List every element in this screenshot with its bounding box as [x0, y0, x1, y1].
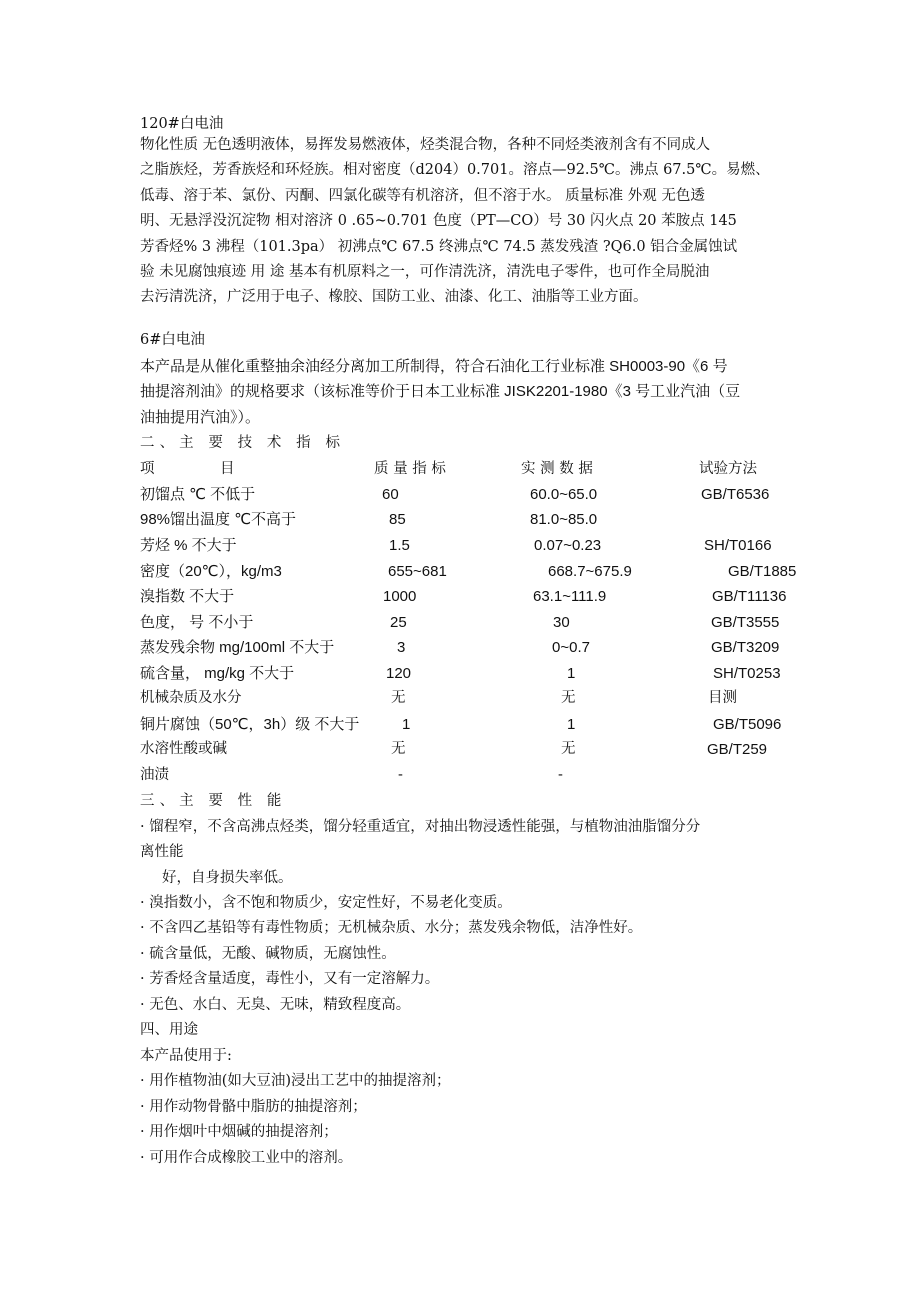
table-cell-item: 硫含量， mg/kg 不大于	[140, 665, 295, 682]
table-header-method: 试验方法	[699, 461, 757, 477]
usage-item: · 用作动物骨骼中脂肪的抽提溶剂；	[140, 1099, 367, 1115]
section1-line: 明、无悬浮没沉淀物 相对溶济 0 .65~0.701 色度（PT—CO）号 30 闪火点 20 苯胺点 145	[140, 213, 737, 230]
table-cell-method: GB/T11136	[712, 588, 787, 605]
table-cell-quality: -	[398, 767, 403, 783]
table-cell-item: 芳烃 % 不大于	[140, 537, 237, 554]
spec-heading: 二、主 要 技 术 指 标	[140, 435, 346, 451]
table-cell-measured: 0~0.7	[552, 639, 590, 656]
table-cell-item: 密度（20℃），kg/m3	[140, 563, 282, 580]
usage-heading: 四、用途	[140, 1022, 198, 1038]
table-cell-quality: 无	[391, 741, 406, 757]
table-cell-measured: 60.0~65.0	[530, 486, 598, 503]
section2-intro-line: 抽提溶剂油》的规格要求（该标准等价于日本工业标准 JISK2201-1980《3 号工业汽油（豆	[140, 383, 741, 400]
table-cell-item: 初馏点 ℃ 不低于	[140, 486, 256, 503]
section1-line: 物化性质 无色透明液体，易挥发易燃液体，烃类混合物，各种不同烃类液剂含有不同成人	[140, 137, 711, 153]
performance-item: · 不含四乙基铅等有毒性物质；无机械杂质、水分；蒸发残余物低，洁净性好。	[140, 920, 643, 936]
table-cell-method: SH/T0253	[713, 665, 781, 682]
table-cell-quality: 60	[382, 486, 399, 503]
performance-item: 好，自身损失率低。	[162, 870, 293, 886]
table-cell-method: GB/T1885	[728, 563, 797, 580]
table-cell-item: 98%馏出温度 ℃不高于	[140, 511, 297, 528]
table-cell-quality: 无	[391, 690, 406, 706]
usage-item: · 用作植物油(如大豆油)浸出工艺中的抽提溶剂；	[140, 1073, 451, 1089]
table-cell-method: GB/T259	[707, 741, 768, 758]
table-cell-measured: 0.07~0.23	[534, 537, 602, 554]
table-header-measured: 实 测 数 据	[521, 461, 593, 477]
section1-line: 芳香烃% 3 沸程（101.3pa） 初沸点℃ 67.5 终沸点℃ 74.5 蒸发残渣 ?Q6.0 铝合金属蚀试	[140, 238, 738, 255]
table-cell-item: 机械杂质及水分	[140, 690, 242, 706]
table-cell-measured: 63.1~111.9	[533, 588, 607, 605]
table-cell-item: 铜片腐蚀（50℃，3h）级 不大于	[140, 716, 360, 733]
usage-intro: 本产品使用于:	[140, 1048, 232, 1064]
usage-item: · 用作烟叶中烟碱的抽提溶剂；	[140, 1124, 338, 1140]
table-cell-item: 蒸发残余物 mg/100ml 不大于	[140, 639, 335, 656]
table-cell-method: GB/T5096	[713, 716, 782, 733]
performance-item: · 硫含量低，无酸、碱物质，无腐蚀性。	[140, 946, 396, 962]
table-cell-measured: -	[558, 767, 563, 783]
section1-line: 去污清洗济，广泛用于电子、橡胶、国防工业、油漆、化工、油脂等工业方面。	[140, 289, 648, 306]
table-cell-measured: 无	[561, 690, 576, 706]
section1-line: 验 未见腐蚀痕迹 用 途 基本有机原料之一，可作清洗济，清洗电子零件，也可作全局脱油	[140, 264, 710, 281]
table-cell-quality: 85	[389, 511, 406, 528]
performance-item: · 无色、水白、无臭、无味，精致程度高。	[140, 997, 411, 1013]
table-cell-item: 溴指数 不大于	[140, 588, 235, 605]
table-cell-measured: 81.0~85.0	[530, 511, 598, 528]
performance-item: · 芳香烃含量适度，毒性小，又有一定溶解力。	[140, 971, 440, 987]
table-cell-measured: 1	[567, 665, 576, 682]
table-cell-measured: 668.7~675.9	[548, 563, 632, 580]
table-cell-item: 色度， 号 不小于	[140, 614, 254, 631]
performance-item: 离性能	[140, 844, 184, 860]
table-header-item: 项	[140, 461, 155, 477]
table-cell-measured: 30	[553, 614, 570, 631]
table-cell-method: 目测	[708, 690, 737, 706]
section1-line: 之脂族烃，芳香族烃和环烃族。相对密度（d204）0.701。溶点—92.5℃。沸点 67.5℃。易燃、	[140, 162, 770, 179]
section2-intro-line: 油抽提用汽油》）。	[140, 409, 261, 426]
table-header-item-2: 目	[220, 461, 235, 477]
performance-heading: 三、主 要 性 能	[140, 793, 287, 809]
table-cell-quality: 120	[386, 665, 412, 682]
table-header-quality: 质 量 指 标	[374, 461, 446, 477]
table-cell-method: GB/T3555	[711, 614, 780, 631]
table-cell-quality: 1	[402, 716, 411, 733]
table-cell-quality: 3	[397, 639, 406, 656]
usage-item: · 可用作合成橡胶工业中的溶剂。	[140, 1150, 353, 1166]
table-cell-quality: 1.5	[389, 537, 410, 554]
table-cell-method: GB/T6536	[701, 486, 770, 503]
section2-intro-line: 本产品是从催化重整抽余油经分离加工所制得，符合石油化工行业标准 SH0003-90《6 号	[140, 358, 728, 375]
table-cell-item: 水溶性酸或碱	[140, 741, 227, 757]
table-cell-quality: 655~681	[388, 563, 447, 580]
section1-body	[140, 133, 800, 311]
performance-item: · 馏程窄，不含高沸点烃类，馏分轻重适宜，对抽出物浸透性能强，与植物油油脂馏分分	[140, 819, 701, 835]
table-cell-quality: 25	[390, 614, 407, 631]
table-cell-method: GB/T3209	[711, 639, 780, 656]
table-cell-method: SH/T0166	[704, 537, 772, 554]
section1-line: 低毒、溶于苯、氯份、丙酮、四氯化碳等有机溶济，但不溶于水。 质量标准 外观 无色透	[140, 187, 705, 204]
table-cell-measured: 无	[561, 741, 576, 757]
section2-title: 6#白电油	[140, 332, 205, 348]
table-cell-quality: 1000	[383, 588, 417, 605]
section1-title: 120#白电油	[140, 116, 224, 132]
performance-item: · 溴指数小，含不饱和物质少，安定性好，不易老化变质。	[140, 895, 512, 911]
table-cell-item: 油渍	[140, 767, 169, 783]
table-cell-measured: 1	[567, 716, 576, 733]
